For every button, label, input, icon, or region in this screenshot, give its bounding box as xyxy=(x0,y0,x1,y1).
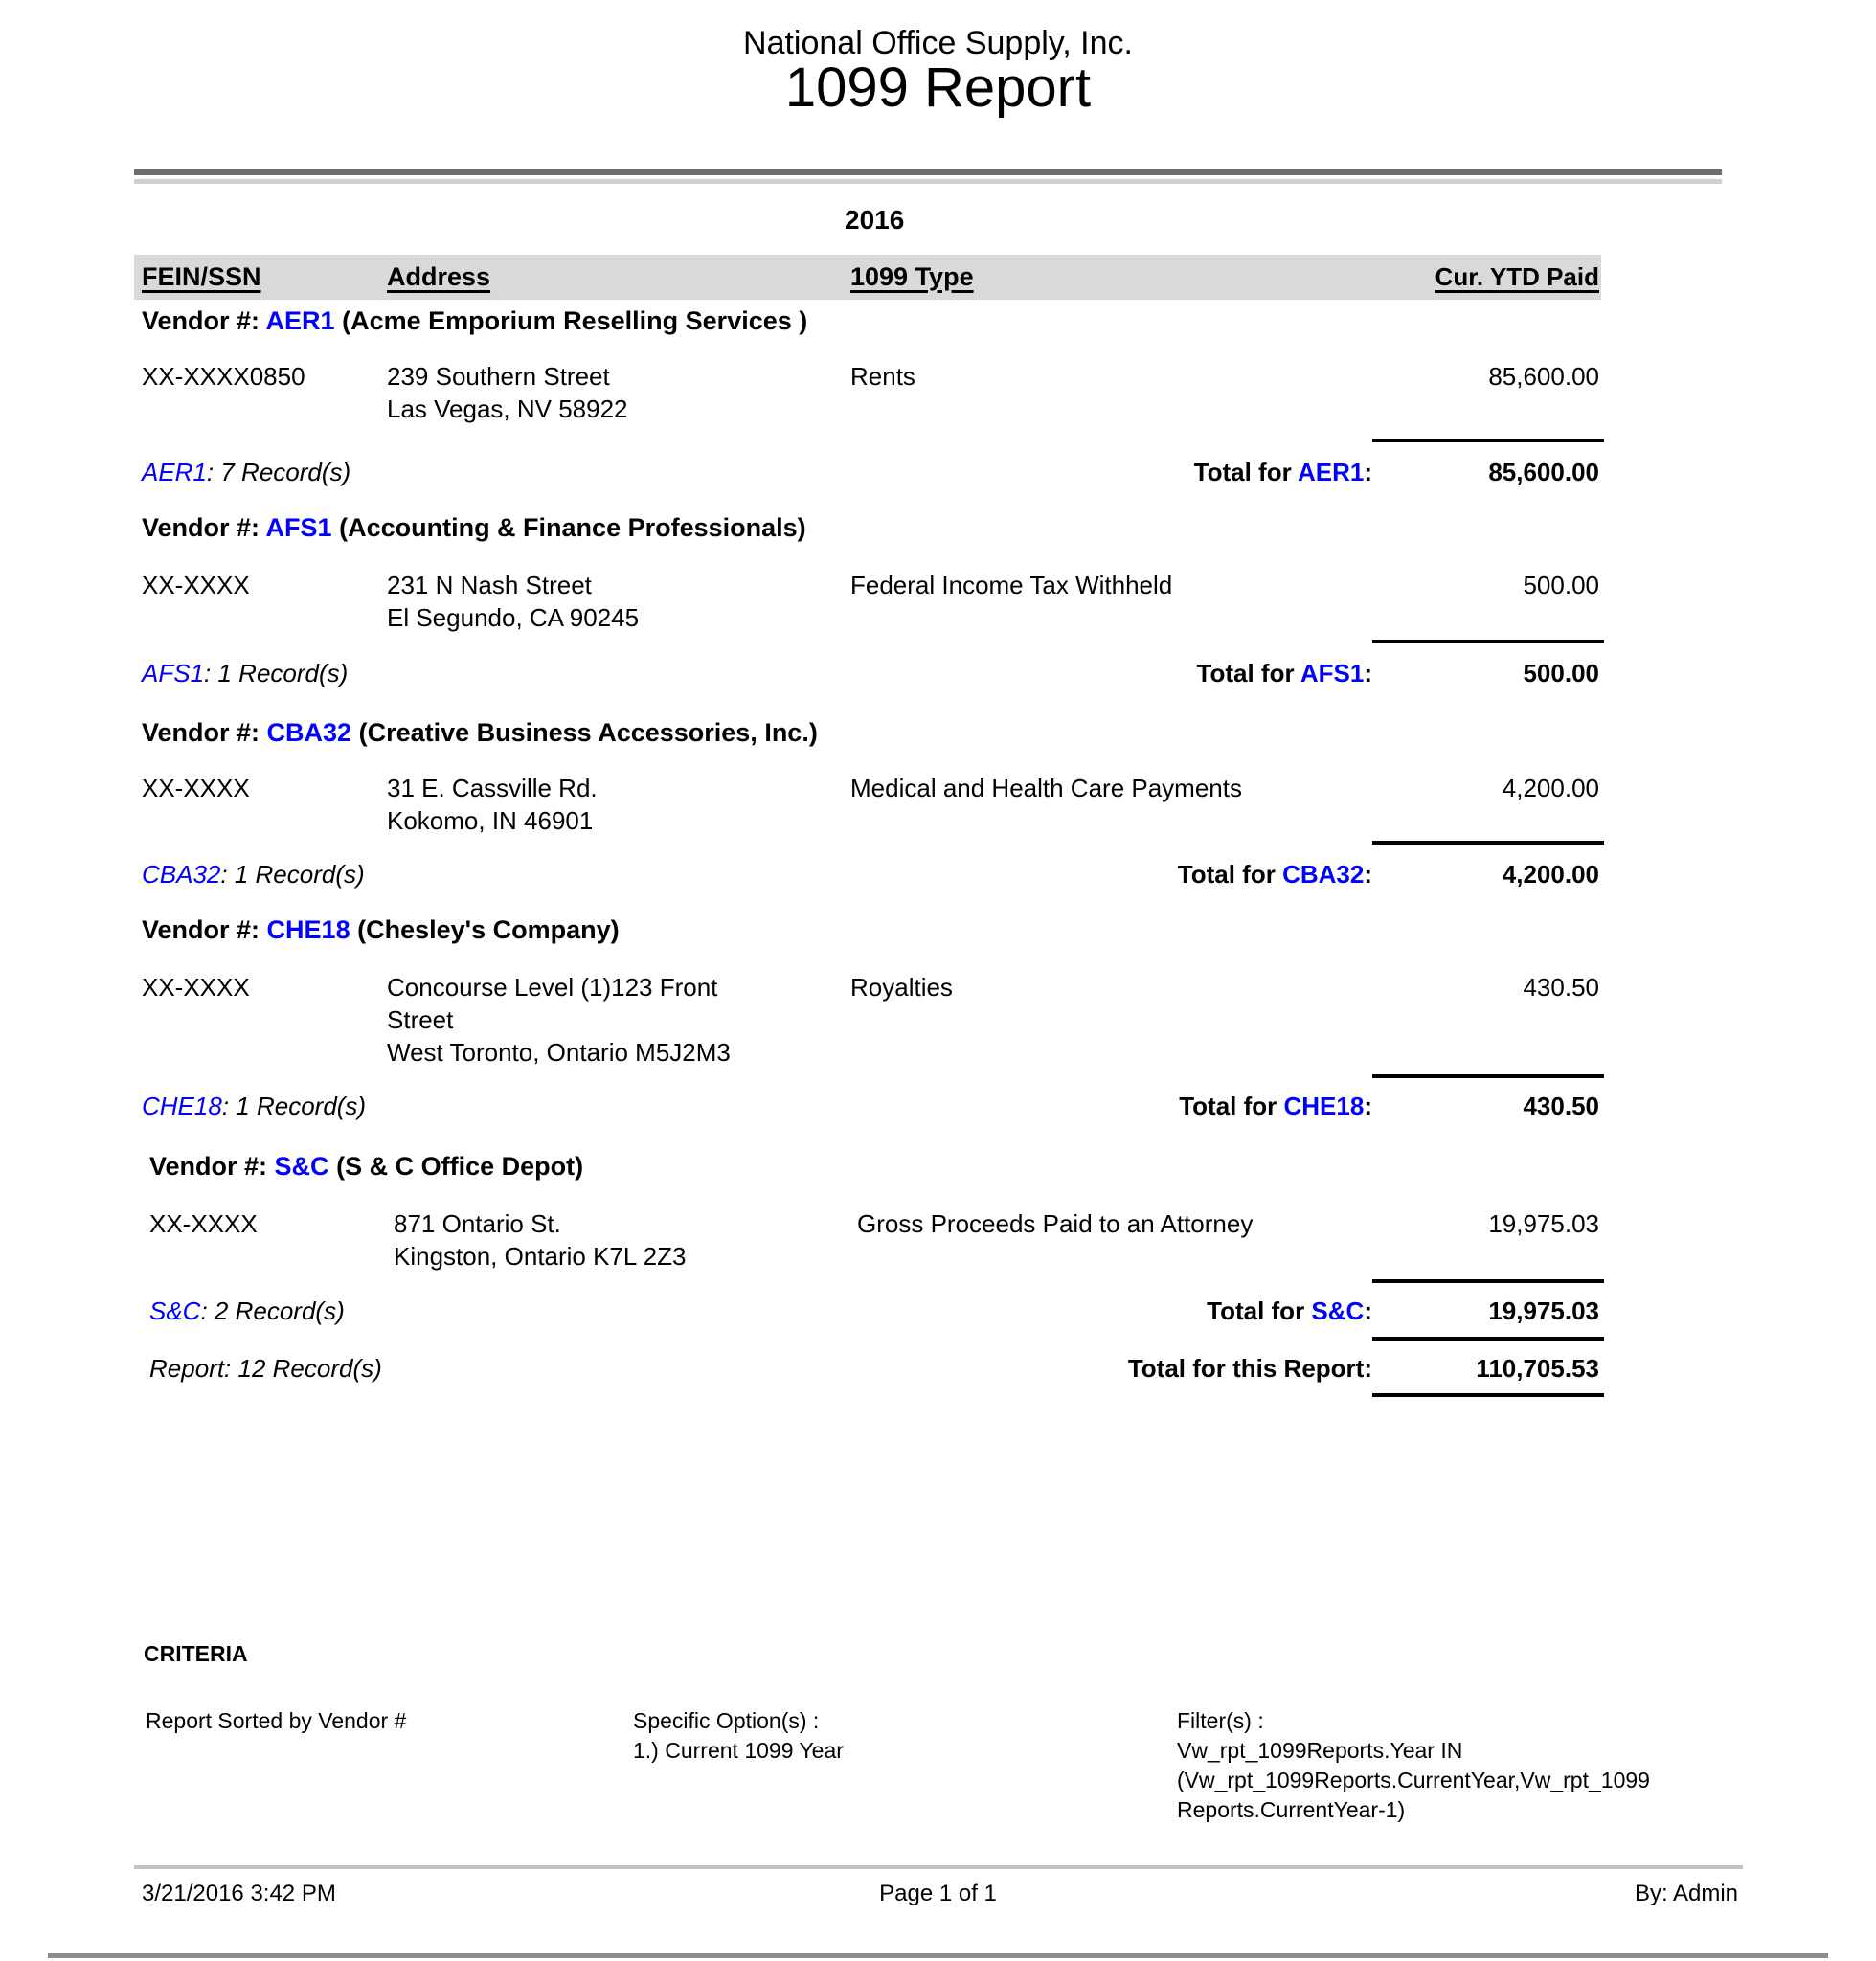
address-line: Kokomo, IN 46901 xyxy=(387,806,594,835)
records-vendor-code: AER1 xyxy=(142,458,207,486)
total-vendor-code: CHE18 xyxy=(1283,1092,1365,1120)
address-line: 31 E. Cassville Rd. xyxy=(387,774,598,802)
fein-cell: XX-XXXX xyxy=(142,774,250,802)
total-colon: : xyxy=(1364,860,1372,889)
total-for-label: Total for xyxy=(1193,458,1292,486)
criteria-sorted-by: Report Sorted by Vendor # xyxy=(146,1708,407,1733)
vendor-prefix-label: Vendor #: xyxy=(142,915,260,944)
total-vendor-code: S&C xyxy=(1311,1296,1365,1325)
criteria-heading: CRITERIA xyxy=(144,1641,248,1666)
total-colon: : xyxy=(1364,659,1372,687)
grand-total-rule-top xyxy=(1372,1337,1604,1341)
total-amount: 85,600.00 xyxy=(1488,458,1599,486)
records-count: : 1 Record(s) xyxy=(220,860,365,889)
records-line xyxy=(142,659,348,688)
vendor-name: (Accounting & Finance Professionals) xyxy=(339,513,806,542)
total-amount: 430.50 xyxy=(1523,1092,1599,1120)
fein-cell: XX-XXXX0850 xyxy=(142,362,305,391)
grand-total-amount: 110,705.53 xyxy=(1476,1354,1599,1383)
total-rule xyxy=(1372,841,1604,845)
footer-datetime: 3/21/2016 3:42 PM xyxy=(142,1881,336,1906)
address-line: 231 N Nash Street xyxy=(387,571,592,599)
records-vendor-code: S&C xyxy=(149,1296,201,1325)
fein-cell: XX-XXXX xyxy=(142,973,250,1002)
address-line: 871 Ontario St. xyxy=(394,1209,561,1238)
total-for-label: Total for xyxy=(1196,659,1295,687)
vendor-prefix-label: Vendor #: xyxy=(142,306,260,335)
report-records-line: Report: 12 Record(s) xyxy=(149,1354,382,1383)
amount-cell: 19,975.03 xyxy=(1488,1209,1599,1238)
address-line: 239 Southern Street xyxy=(387,362,610,391)
grand-total-rule-bottom xyxy=(1372,1393,1604,1397)
total-vendor-code: AER1 xyxy=(1297,458,1365,486)
vendor-prefix-label: Vendor #: xyxy=(142,513,260,542)
vendor-code: CHE18 xyxy=(266,915,350,944)
type-cell: Federal Income Tax Withheld xyxy=(850,571,1173,599)
amount-cell: 430.50 xyxy=(1523,973,1599,1002)
type-cell: Rents xyxy=(850,362,915,391)
footer-separator xyxy=(134,1865,1743,1869)
column-header-type: 1099 Type xyxy=(850,262,974,291)
report-year: 2016 xyxy=(845,205,905,235)
total-for-label: Total for xyxy=(1179,1092,1277,1120)
total-vendor-code: AFS1 xyxy=(1300,659,1365,687)
page-bottom-edge xyxy=(48,1953,1828,1958)
vendor-name: (Acme Emporium Reselling Services ) xyxy=(342,306,808,335)
records-count: : 7 Record(s) xyxy=(206,458,351,486)
address-line: Las Vegas, NV 58922 xyxy=(387,394,628,423)
column-header-address: Address xyxy=(387,262,491,291)
total-rule xyxy=(1372,1279,1604,1283)
criteria-filter-line: Reports.CurrentYear-1) xyxy=(1177,1797,1406,1822)
amount-cell: 85,600.00 xyxy=(1488,362,1599,391)
vendor-header xyxy=(142,513,806,543)
vendor-name: (Chesley's Company) xyxy=(357,915,620,944)
total-amount: 500.00 xyxy=(1523,659,1599,687)
company-title: National Office Supply, Inc. xyxy=(743,25,1133,61)
total-rule xyxy=(1372,439,1604,442)
report-title: 1099 Report xyxy=(784,56,1092,119)
vendor-name: (Creative Business Accessories, Inc.) xyxy=(358,718,818,747)
fein-cell: XX-XXXX xyxy=(149,1209,258,1238)
address-line: West Toronto, Ontario M5J2M3 xyxy=(387,1038,731,1067)
type-cell: Medical and Health Care Payments xyxy=(850,774,1242,802)
total-amount: 19,975.03 xyxy=(1488,1296,1599,1325)
total-for-label: Total for xyxy=(1177,860,1276,889)
column-header-fein: FEIN/SSN xyxy=(142,262,261,291)
total-rule xyxy=(1372,640,1604,643)
vendor-header xyxy=(142,306,807,336)
grand-total-label: Total for this Report: xyxy=(1127,1354,1372,1383)
vendor-header xyxy=(142,718,818,748)
records-line xyxy=(142,860,365,890)
vendor-header xyxy=(142,915,620,945)
column-header-paid: Cur. YTD Paid xyxy=(1435,262,1599,291)
vendor-prefix-label: Vendor #: xyxy=(142,718,260,747)
records-count: : 1 Record(s) xyxy=(204,659,349,687)
records-count: : 2 Record(s) xyxy=(200,1296,345,1325)
vendor-prefix-label: Vendor #: xyxy=(149,1152,268,1181)
vendor-header xyxy=(149,1152,583,1182)
address-line: Street xyxy=(387,1005,454,1034)
vendor-code: AER1 xyxy=(265,306,335,335)
footer-page-number: Page 1 of 1 xyxy=(879,1881,997,1906)
total-colon: : xyxy=(1364,1296,1372,1325)
type-cell: Gross Proceeds Paid to an Attorney xyxy=(857,1209,1254,1238)
amount-cell: 4,200.00 xyxy=(1502,774,1599,802)
vendor-code: CBA32 xyxy=(266,718,352,747)
title-rule-dark xyxy=(134,169,1722,175)
address-line: Kingston, Ontario K7L 2Z3 xyxy=(394,1242,687,1271)
total-amount: 4,200.00 xyxy=(1502,860,1599,889)
address-line: Concourse Level (1)123 Front xyxy=(387,973,718,1002)
records-line xyxy=(142,458,350,487)
vendor-code: AFS1 xyxy=(265,513,332,542)
records-line xyxy=(149,1296,345,1326)
criteria-filters-label: Filter(s) : xyxy=(1177,1708,1264,1733)
criteria-option: 1.) Current 1099 Year xyxy=(633,1738,844,1763)
vendor-code: S&C xyxy=(274,1152,329,1181)
total-for-label: Total for xyxy=(1207,1296,1305,1325)
records-vendor-code: AFS1 xyxy=(142,659,205,687)
criteria-options-label: Specific Option(s) : xyxy=(633,1708,820,1733)
fein-cell: XX-XXXX xyxy=(142,571,250,599)
address-line: El Segundo, CA 90245 xyxy=(387,603,640,632)
total-rule xyxy=(1372,1074,1604,1078)
title-rule-light xyxy=(134,179,1722,184)
records-vendor-code: CBA32 xyxy=(142,860,221,889)
criteria-filter-line: Vw_rpt_1099Reports.Year IN xyxy=(1177,1738,1463,1763)
records-line xyxy=(142,1092,366,1121)
total-vendor-code: CBA32 xyxy=(1282,860,1365,889)
records-vendor-code: CHE18 xyxy=(142,1092,222,1120)
records-count: : 1 Record(s) xyxy=(221,1092,367,1120)
total-colon: : xyxy=(1364,458,1372,486)
total-colon: : xyxy=(1364,1092,1372,1120)
footer-by-user: By: Admin xyxy=(1634,1881,1738,1906)
criteria-filter-line: (Vw_rpt_1099Reports.CurrentYear,Vw_rpt_1099 xyxy=(1177,1768,1650,1792)
vendor-name: (S & C Office Depot) xyxy=(336,1152,584,1181)
amount-cell: 500.00 xyxy=(1523,571,1599,599)
type-cell: Royalties xyxy=(850,973,953,1002)
